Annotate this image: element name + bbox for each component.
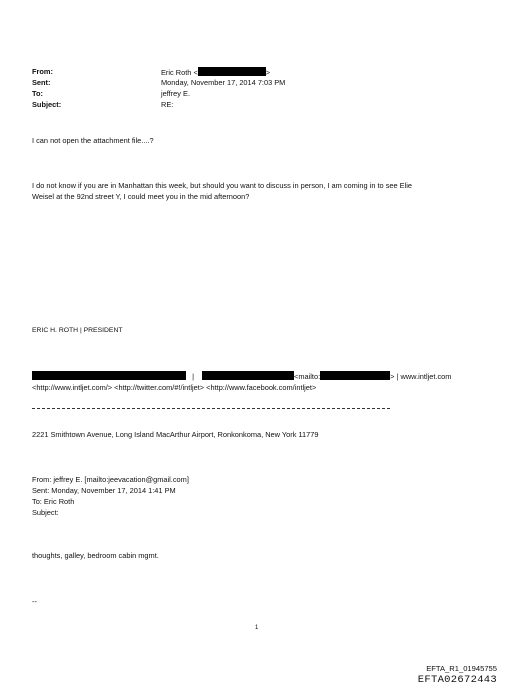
body-line-attachment: I can not open the attachment file....? [32,136,154,145]
sent-label: Sent: [32,78,51,87]
quoted-message: thoughts, galley, bedroom cabin mgmt. [32,551,159,560]
body-paragraph-line-1: I do not know if you are in Manhattan this week, but should you want to discuss in person, I am coming in to see Elie [32,181,413,190]
signature-links-line: <http://www.intljet.com/> <http://twitter.com/#!/intljet> <http://www.facebook.com/intljet> [32,383,317,392]
page-number: 1 [255,625,259,631]
redaction-box [198,67,266,76]
signature-name-title: ERIC H. ROTH | PRESIDENT [32,327,123,334]
redaction-box [202,371,294,380]
contact-separator: | [192,372,194,381]
to-label: To: [32,89,43,98]
quoted-to: To: Eric Roth [32,497,75,506]
redaction-box [320,371,390,380]
body-paragraph-line-2: Weisel at the 92nd street Y, I could meet you in the mid afternoon? [32,192,250,201]
dashed-divider [32,408,390,409]
efta-stamp-small: EFTA_R1_01945755 [426,664,497,673]
quoted-from: From: jeffrey E. [mailto:jeevacation@gmail.com] [32,475,189,484]
efta-stamp-large: EFTA02672443 [417,674,497,686]
contact-mailto: <mailto: [294,372,321,381]
to-value: jeffrey E. [161,89,191,98]
from-label: From: [32,67,53,76]
sent-value: Monday, November 17, 2014 7:03 PM [161,78,286,87]
from-suffix: > [265,68,271,77]
from-name: Eric Roth < [161,68,198,77]
subject-value: RE: [161,100,174,109]
quoted-subject: Subject: [32,508,59,517]
quoted-sent: Sent: Monday, November 17, 2014 1:41 PM [32,486,176,495]
signature-contact-line [32,371,451,382]
from-value [161,67,270,78]
contact-website: > | www.intljet.com [390,372,452,381]
signature-address: 2221 Smithtown Avenue, Long Island MacArthur Airport, Ronkonkoma, New York 11779 [32,430,319,439]
quoted-trailer: -- [32,597,37,606]
redaction-box [32,371,186,380]
subject-label: Subject: [32,100,62,109]
